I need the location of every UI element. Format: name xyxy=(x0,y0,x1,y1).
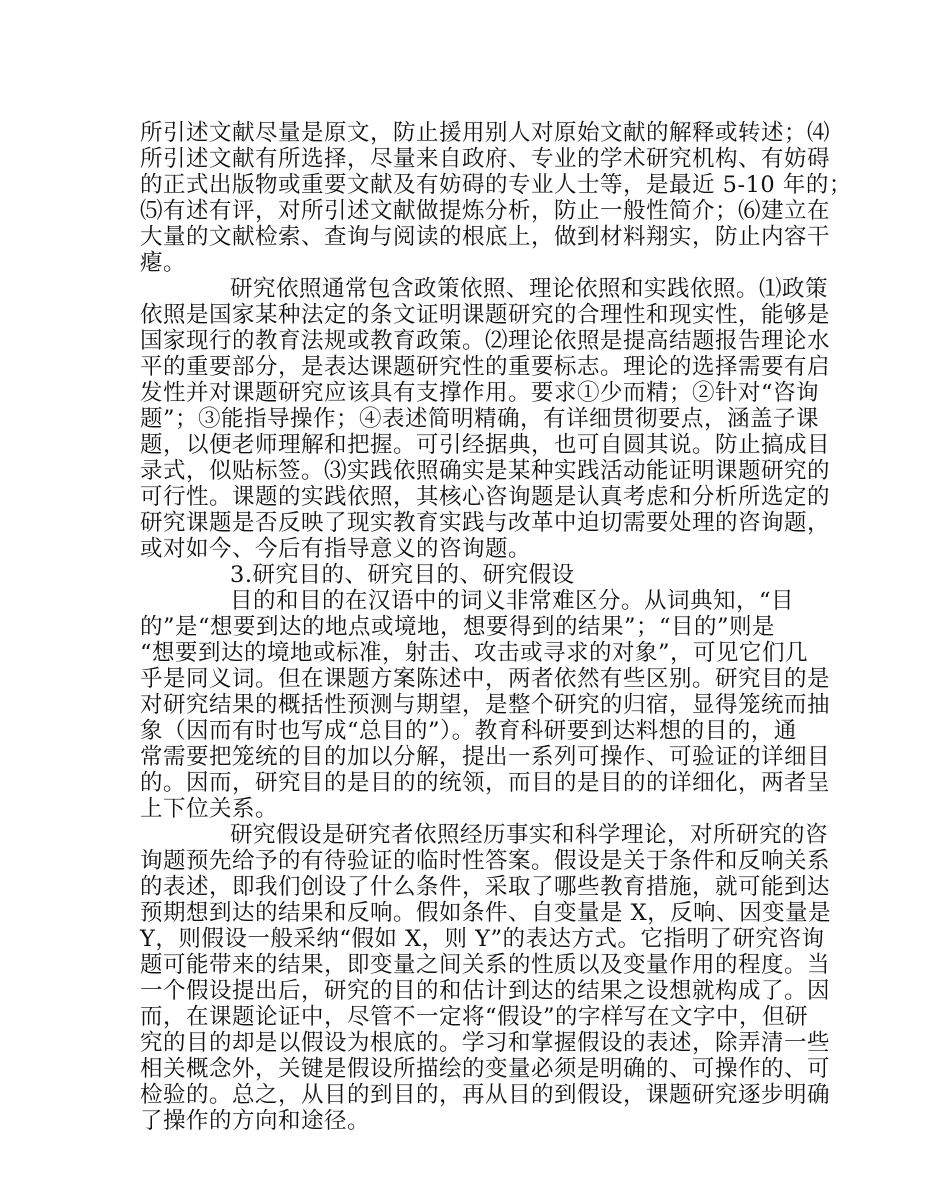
text-line: 常需要把笼统的目的加以分解，提出一系列可操作、可验证的详细目 xyxy=(140,744,831,770)
text-line: “想要到达的境地或标准，射击、攻击或寻求的对象”，可见它们几 xyxy=(140,640,809,666)
text-line: 题”；③能指导操作；④表述简明精确，有详细贯彻要点，涵盖子课 xyxy=(140,406,820,432)
text-line: 究的目的却是以假设为根底的。学习和掌握假设的表述，除弄清一些 xyxy=(140,1030,831,1056)
text-line: 的”是“想要到达的地点或境地，想要得到的结果”；“目的”则是 xyxy=(140,614,776,640)
text-line: 一个假设提出后，研究的目的和估计到达的结果之设想就构成了。因 xyxy=(140,978,831,1004)
text-line: 发性并对课题研究应该具有支撑作用。要求①少而精；②针对“咨询 xyxy=(140,380,820,406)
text-line: 可行性。课题的实践依照，其核心咨询题是认真考虑和分析所选定的 xyxy=(140,484,831,510)
text-line: 依照是国家某种法定的条文证明课题研究的合理性和现实性，能够是 xyxy=(140,302,831,328)
text-line: 对研究结果的概括性预测与期望，是整个研究的归宿，显得笼统而抽 xyxy=(140,692,831,718)
text-line: 录式，似贴标签。⑶实践依照确实是某种实践活动能证明课题研究的 xyxy=(140,458,831,484)
text-line: 的。因而，研究目的是目的的统领，而目的是目的的详细化，两者呈 xyxy=(140,770,831,796)
text-line: 或对如今、今后有指导意义的咨询题。 xyxy=(140,536,532,562)
text-line: Y，则假设一般采纳“假如 X，则 Y”的表达方式。它指明了研究咨询 xyxy=(140,926,825,952)
text-line: 所引述文献尽量是原文，防止援用别人对原始文献的解释或转述；⑷ xyxy=(140,120,831,146)
text-line: 象（因而有时也写成“总目的”）。教育科研要到达料想的目的，通 xyxy=(140,718,797,744)
text-line: 询题预先给予的有待验证的临时性答案。假设是关于条件和反响关系 xyxy=(140,848,831,874)
paragraph-first-line: 研究假设是研究者依照经历事实和科学理论，对所研究的咨 xyxy=(230,822,829,848)
paragraph-first-line: 目的和目的在汉语中的词义非常难区分。从词典知，“目 xyxy=(230,588,795,614)
section-heading: 3.研究目的、研究目的、研究假设 xyxy=(230,562,575,588)
text-line: 上下位关系。 xyxy=(140,796,279,822)
document-body xyxy=(140,120,852,1134)
text-line: 研究课题是否反映了现实教育实践与改革中迫切需要处理的咨询题， xyxy=(140,510,831,536)
text-line: 大量的文献检索、查询与阅读的根底上，做到材料翔实，防止内容干 xyxy=(140,224,831,250)
text-line: 乎是同义词。但在课题方案陈述中，两者依然有些区别。研究目的是 xyxy=(140,666,831,692)
text-line: 所引述文献有所选择，尽量来自政府、专业的学术研究机构、有妨碍 xyxy=(140,146,831,172)
text-line: 的正式出版物或重要文献及有妨碍的专业人士等，是最近 5-10 年的； xyxy=(140,172,852,198)
text-line: 预期想到达的结果和反响。假如条件、自变量是 X，反响、因变量是 xyxy=(140,900,832,926)
text-line: 了操作的方向和途径。 xyxy=(140,1108,371,1134)
text-line: 检验的。总之，从目的到目的，再从目的到假设，课题研究逐步明确 xyxy=(140,1082,831,1108)
text-line: 而，在课题论证中，尽管不一定将“假设”的字样写在文字中，但研 xyxy=(140,1004,809,1030)
text-line: 瘪。 xyxy=(140,250,187,276)
paragraph-first-line: 研究依照通常包含政策依照、理论依照和实践依照。⑴政策 xyxy=(230,276,829,302)
text-line: 的表述，即我们创设了什么条件，采取了哪些教育措施，就可能到达 xyxy=(140,874,831,900)
text-line: 题，以便老师理解和把握。可引经据典，也可自圆其说。防止搞成目 xyxy=(140,432,831,458)
text-line: 题可能带来的结果，即变量之间关系的性质以及变量作用的程度。当 xyxy=(140,952,831,978)
text-line: 国家现行的教育法规或教育政策。⑵理论依照是提高结题报告理论水 xyxy=(140,328,831,354)
text-line: ⑸有述有评，对所引述文献做提炼分析，防止一般性简介；⑹建立在 xyxy=(140,198,831,224)
text-line: 平的重要部分，是表达课题研究性的重要标志。理论的选择需要有启 xyxy=(140,354,831,380)
text-line: 相关概念外，关键是假设所描绘的变量必须是明确的、可操作的、可 xyxy=(140,1056,831,1082)
